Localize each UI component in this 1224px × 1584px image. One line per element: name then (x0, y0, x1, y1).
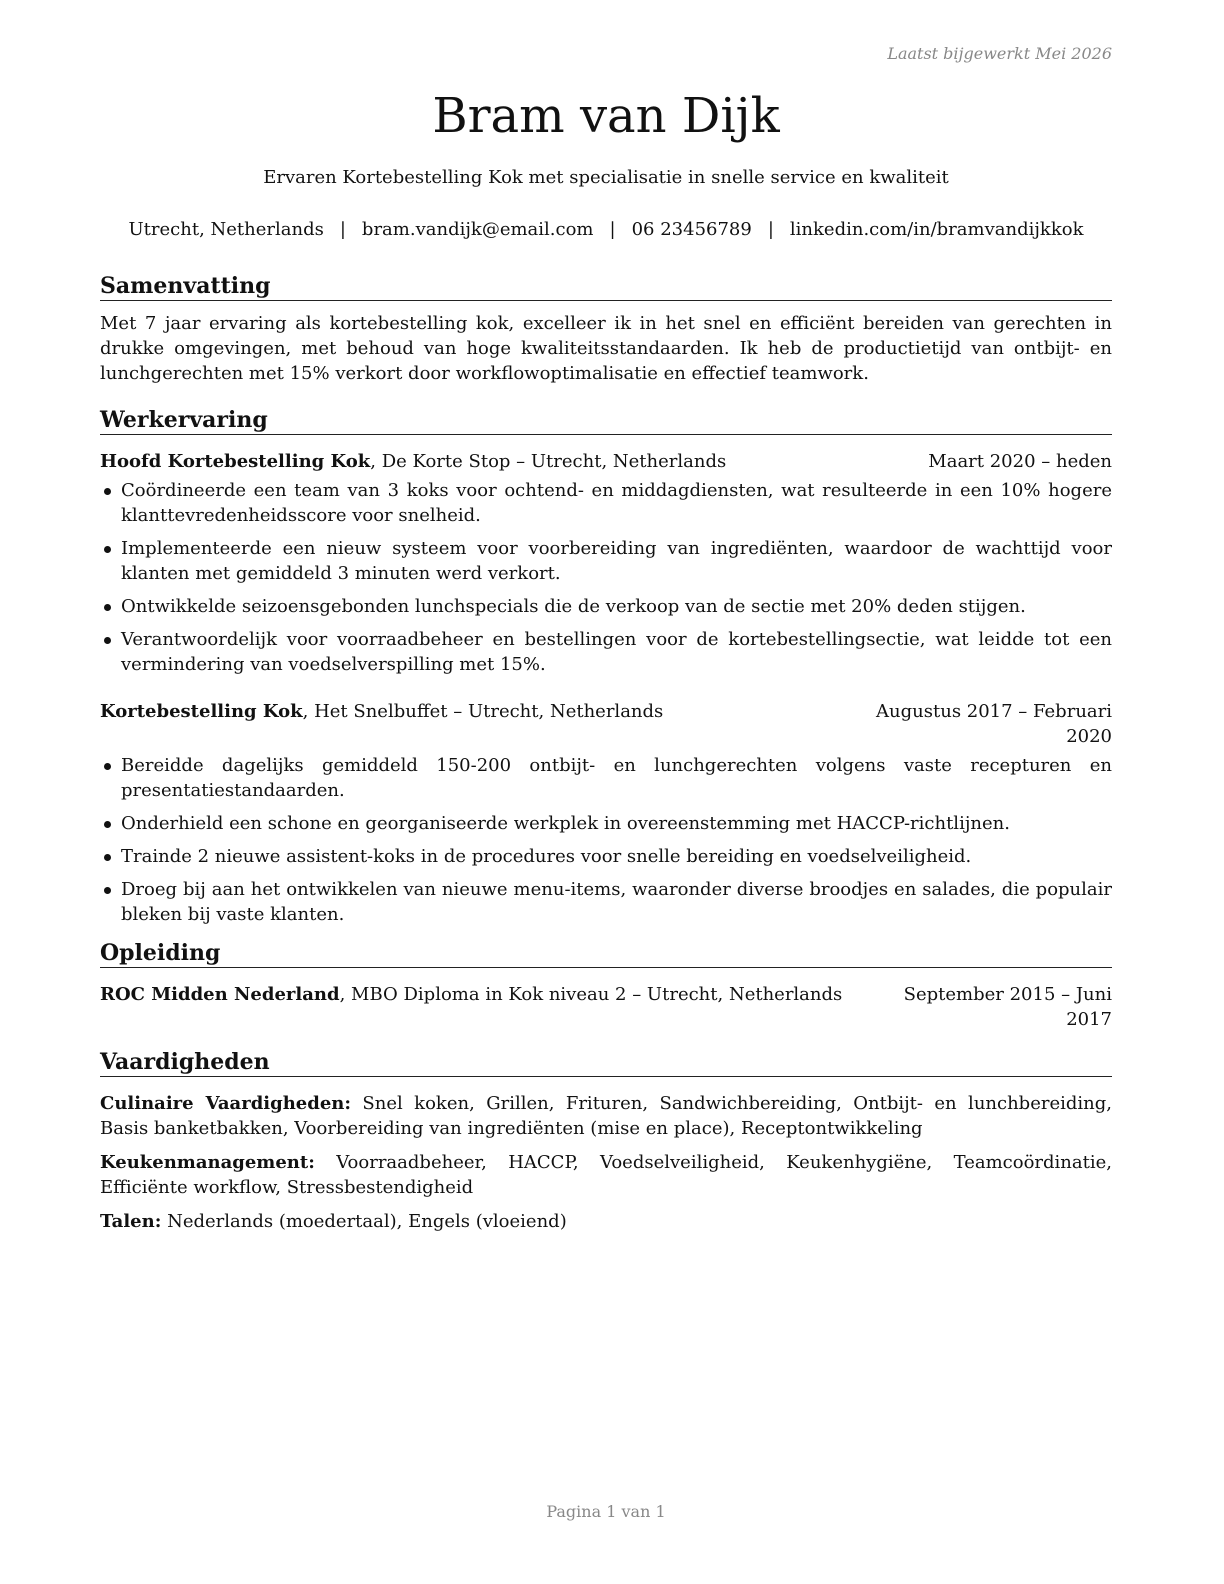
job-bullet: Bereidde dagelijks gemiddeld 150-200 ontbijt- en lunchgerechten volgens vaste recepturen en presentatiestandaarden. (100, 753, 1112, 803)
contact-email[interactable]: bram.vandijk@email.com (361, 219, 594, 240)
last-updated: Laatst bijgewerkt Mei 2026 (887, 44, 1112, 63)
job-title-line (100, 449, 726, 474)
job-role: Kortebestelling Kok (100, 701, 303, 722)
job-bullets (100, 478, 1112, 677)
page-number: Pagina 1 van 1 (546, 1502, 666, 1521)
education-line (100, 982, 842, 1032)
education-section (100, 939, 1112, 1032)
job-employer: , De Korte Stop – Utrecht, Netherlands (370, 451, 727, 472)
job-bullet: Coördineerde een team van 3 koks voor ochtend- en middagdiensten, wat resulteerde in een 10% hogere klanttevredenheidsscore voor snelheid. (100, 478, 1112, 528)
job-bullet: Verantwoordelijk voor voorraadbeheer en bestellingen voor de kortebestellingsectie, wat leidde tot een vermindering van voedselverspilling met 15%. (100, 627, 1112, 677)
job-header (100, 449, 1112, 474)
job-dates: Augustus 2017 – Februari 2020 (876, 701, 1112, 747)
contact-linkedin[interactable]: linkedin.com/in/bramvandijkkok (789, 219, 1084, 240)
contact-line (100, 219, 1112, 240)
education-entry (100, 982, 1112, 1032)
education-school: ROC Midden Nederland (100, 984, 340, 1005)
job-employer: , Het Snelbuffet – Utrecht, Netherlands (302, 701, 664, 722)
summary-heading: Samenvatting (100, 272, 1112, 301)
job-bullet: Implementeerde een nieuw systeem voor voorbereiding van ingrediënten, waardoor de wachttijd voor klanten met gemiddeld 3 minuten werd verkort. (100, 536, 1112, 586)
skill-label: Talen: (100, 1211, 162, 1232)
skill-text: Nederlands (moedertaal), Engels (vloeiend) (161, 1211, 567, 1232)
skills-list (100, 1091, 1112, 1234)
contact-phone[interactable]: 06 23456789 (631, 219, 752, 240)
job-header (100, 699, 1112, 749)
skills-section (100, 1048, 1112, 1243)
job-entry (100, 449, 1112, 677)
experience-heading: Werkervaring (100, 406, 1112, 435)
skills-heading: Vaardigheden (100, 1048, 1112, 1077)
skill-text: Snel koken, Grillen, Frituren, Sandwichbereiding, Ontbijt- en lunchbereiding, Basis banketbakken, Voorbereiding van ingrediënten (mise en place), Receptontwikkeling (100, 1093, 1112, 1139)
tagline: Ervaren Kortebestelling Kok met specialisatie in snelle service en kwaliteit (263, 167, 949, 188)
skill-text: Voorraadbeheer, HACCP, Voedselveiligheid, Keukenhygiëne, Teamcoördinatie, Efficiënte workflow, Stressbestendigheid (100, 1152, 1112, 1198)
job-bullet: Ontwikkelde seizoensgebonden lunchspecials die de verkoop van de sectie met 20% deden stijgen. (100, 594, 1112, 619)
contact-separator: | (609, 219, 616, 240)
job-role: Hoofd Kortebestelling Kok (100, 451, 371, 472)
education-heading: Opleiding (100, 939, 1112, 968)
job-title-line (100, 699, 663, 749)
education-dates: September 2015 – Juni 2017 (903, 984, 1112, 1030)
contact-location: Utrecht, Netherlands (128, 219, 324, 240)
job-dates: Maart 2020 – heden (928, 451, 1112, 472)
skill-label: Culinaire Vaardigheden: (100, 1093, 352, 1114)
skill-label: Keukenmanagement: (100, 1152, 315, 1173)
contact-separator: | (339, 219, 346, 240)
resume-page (100, 0, 1112, 1584)
job-entry (100, 699, 1112, 927)
job-bullet: Trainde 2 nieuwe assistent-koks in de procedures voor snelle bereiding en voedselveiligheid. (100, 844, 1112, 869)
contact-separator: | (767, 219, 774, 240)
job-bullet: Droeg bij aan het ontwikkelen van nieuwe menu-items, waaronder diverse broodjes en salades, die populair bleken bij vaste klanten. (100, 877, 1112, 927)
job-bullet: Onderhield een schone en georganiseerde werkplek in overeenstemming met HACCP-richtlijnen. (100, 811, 1112, 836)
candidate-name: Bram van Dijk (432, 88, 780, 144)
skill-line (100, 1209, 1112, 1234)
summary-text: Met 7 jaar ervaring als kortebestelling kok, excelleer ik in het snel en efficiënt bereiden van gerechten in drukke omgevingen, met behoud van hoge kwaliteitsstandaarden. Ik heb de productietijd van ontbijt- en lunchgerechten met 15% verkort door workflowoptimalisatie en effectief teamwork. (100, 313, 1112, 384)
education-detail: , MBO Diploma in Kok niveau 2 – Utrecht, Netherlands (339, 984, 843, 1005)
experience-section (100, 406, 1112, 935)
skill-line (100, 1150, 1112, 1200)
job-bullets (100, 753, 1112, 927)
summary-section (100, 272, 1112, 386)
skill-line (100, 1091, 1112, 1141)
